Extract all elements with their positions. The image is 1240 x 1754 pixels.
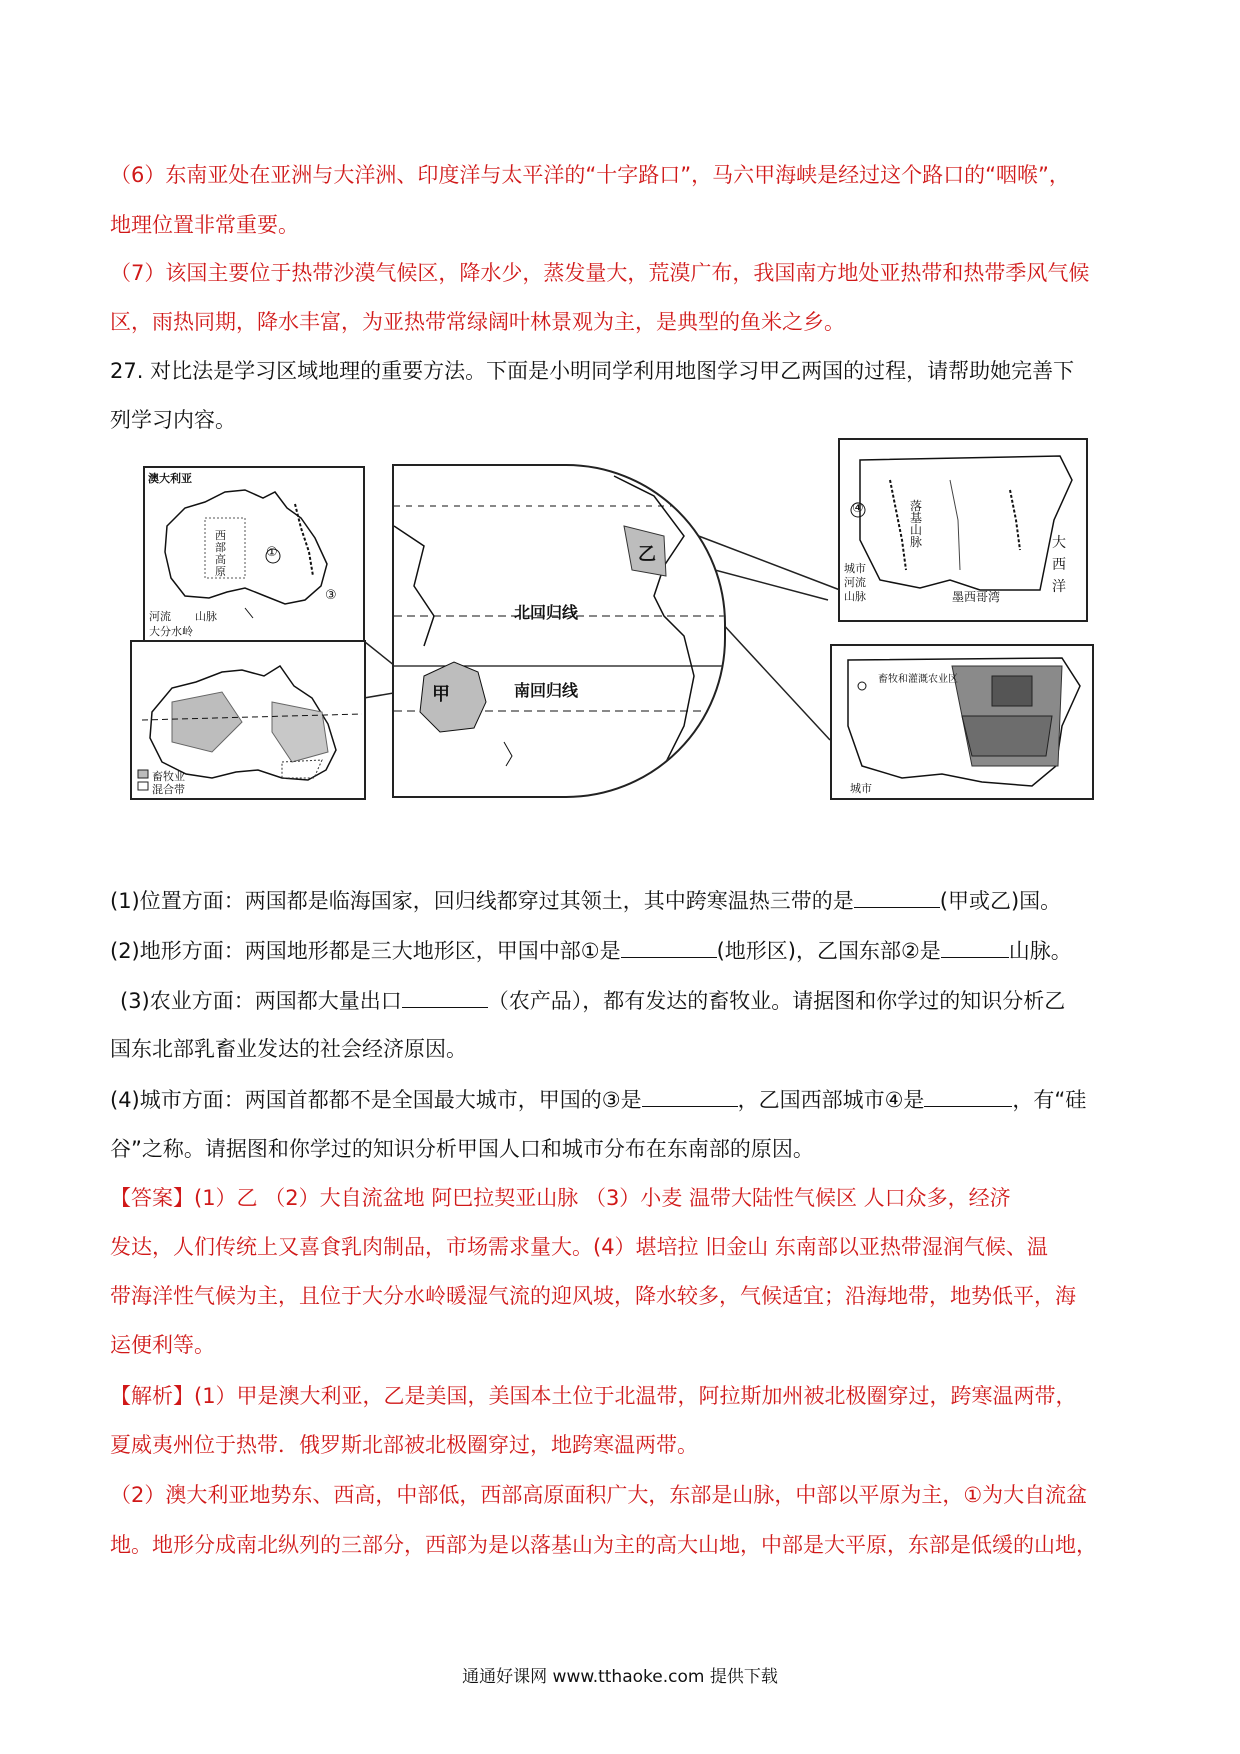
us-legend-city: 城市 <box>844 562 866 575</box>
para6-line2: 地理位置非常重要。 <box>110 213 299 237</box>
q1-answer-blank[interactable] <box>854 885 940 908</box>
analysis-line4: 地。地形分成南北纵列的三部分，西部为是以落基山为主的高大山地，中部是大平原，东部是低缓的山地， <box>110 1533 1097 1557</box>
analysis-line1: 【解析】(1）甲是澳大利亚，乙是美国，美国本土位于北温带，阿拉斯加州被北极圈穿过，跨寒温两带， <box>110 1384 1077 1408</box>
us-terrain-map <box>838 438 1088 622</box>
answer-line4: 运便利等。 <box>110 1333 215 1357</box>
q27-line1: 27. 对比法是学习区域地理的重要方法。下面是小明同学利用地图学习甲乙两国的过程，请帮助她完善下 <box>110 359 1075 383</box>
us-mark4: ④ <box>852 501 864 516</box>
para7-line1: （7）该国主要位于热带沙漠气候区，降水少，蒸发量大，荒漠广布，我国南方地处亚热带和热带季风气候 <box>110 261 1090 285</box>
aus-legend-mountain: 山脉 <box>195 610 217 623</box>
q2-prefix: (2)地形方面：两国地形都是三大地形区，甲国中部①是 <box>110 939 621 963</box>
q2-suffix: 山脉。 <box>1008 939 1072 963</box>
q4-answer-blank-1[interactable] <box>642 1084 738 1107</box>
para7-line2: 区，雨热同期，降水丰富，为亚热带常绿阔叶林景观为主，是典型的鱼米之乡。 <box>110 310 845 334</box>
aus-agri-legend-2: 混合带 <box>152 783 185 796</box>
us-legend-river: 河流 <box>844 576 866 589</box>
us-agri-label: 畜牧和灌溉农业区 <box>878 674 958 685</box>
q1-prefix: (1)位置方面：两国都是临海国家，回归线都穿过其领土，其中跨寒温热三带的是 <box>110 889 854 913</box>
q4-line2: 谷”之称。请据图和你学过的知识分析甲国人口和城市分布在东南部的原因。 <box>110 1137 814 1161</box>
answer-line2: 发达，人们传统上又喜食乳肉制品，市场需求量大。(4）堪培拉 旧金山 东南部以亚热带湿润气候、温 <box>110 1235 1048 1259</box>
q2-answer-blank-1[interactable] <box>621 935 717 958</box>
label-jia: 甲 <box>432 684 450 705</box>
australia-agriculture-map <box>130 640 366 800</box>
q3-line2: 国东北部乳畜业发达的社会经济原因。 <box>110 1037 467 1061</box>
q1-suffix: (甲或乙)国。 <box>939 889 1062 913</box>
us-legend-mountain: 山脉 <box>844 590 866 603</box>
us-city-legend: 城市 <box>850 782 872 795</box>
us-atlantic-label: 大西洋 <box>1052 535 1066 595</box>
pacific-outline-icon <box>394 466 724 796</box>
q4-answer-blank-2[interactable] <box>924 1084 1012 1107</box>
pacific-world-map <box>392 464 726 798</box>
q4-line1 <box>110 1084 1130 1115</box>
label-yi: 乙 <box>638 544 656 565</box>
q3-answer-blank[interactable] <box>402 985 488 1008</box>
aus-agri-legend-1: 畜牧业 <box>152 770 185 783</box>
aus-mark3: ③ <box>325 588 337 603</box>
q2-middle: (地形区)，乙国东部②是 <box>716 939 941 963</box>
us-agri-outline-icon <box>832 646 1092 798</box>
answer-line1: 【答案】(1）乙 （2）大自流盆地 阿巴拉契亚山脉 （3）小麦 温带大陆性气候区 人口众多，经济 <box>110 1186 1011 1210</box>
label-south-tropic: 南回归线 <box>514 681 579 700</box>
q4-suffix: ，有“硅 <box>1012 1088 1087 1112</box>
q3-suffix: （农产品），都有发达的畜牧业。请据图和你学过的知识分析乙 <box>487 989 1066 1013</box>
map-figure <box>140 460 1130 860</box>
us-mountain-label: 落基山脉 <box>910 499 923 549</box>
australia-terrain-map <box>143 466 365 642</box>
australia-outline-icon <box>145 468 363 640</box>
analysis-line2: 夏威夷州位于热带．俄罗斯北部被北极圈穿过，地跨寒温两带。 <box>110 1433 698 1457</box>
aus-region-label: 西部高原 <box>215 529 226 578</box>
us-gulf-label: 墨西哥湾 <box>952 590 1001 604</box>
para6-line1: （6）东南亚处在亚洲与大洋洲、印度洋与太平洋的“十字路口”，马六甲海峡是经过这个路口的“咽喉”， <box>110 163 1070 187</box>
q3-prefix: (3)农业方面：两国都大量出口 <box>120 989 402 1013</box>
q4-prefix: (4)城市方面：两国首都都不是全国最大城市，甲国的③是 <box>110 1088 642 1112</box>
us-agriculture-map <box>830 644 1094 800</box>
aus-mark1: ① <box>266 545 278 560</box>
answer-line3: 带海洋性气候为主，且位于大分水岭暖湿气流的迎风坡，降水较多，气候适宜；沿海地带，地势低平，海 <box>110 1284 1076 1308</box>
label-north-tropic: 北回归线 <box>514 603 579 622</box>
aus-legend-river: 河流 <box>149 610 171 623</box>
q1-line <box>110 885 1130 916</box>
q2-answer-blank-2[interactable] <box>941 935 1009 958</box>
page-footer: 通通好课网 www.tthaoke.com 提供下载 <box>462 1667 778 1687</box>
q3-line1 <box>120 985 1140 1016</box>
q4-middle: ，乙国西部城市④是 <box>737 1088 925 1112</box>
q27-line2: 列学习内容。 <box>110 408 236 432</box>
q2-line <box>110 935 1130 966</box>
aus-legend-divide: 大分水岭 <box>149 625 193 638</box>
aus-map-title: 澳大利亚 <box>148 472 192 485</box>
analysis-line3: （2）澳大利亚地势东、西高，中部低，西部高原面积广大，东部是山脉，中部以平原为主，①为大自流盆 <box>110 1483 1088 1507</box>
